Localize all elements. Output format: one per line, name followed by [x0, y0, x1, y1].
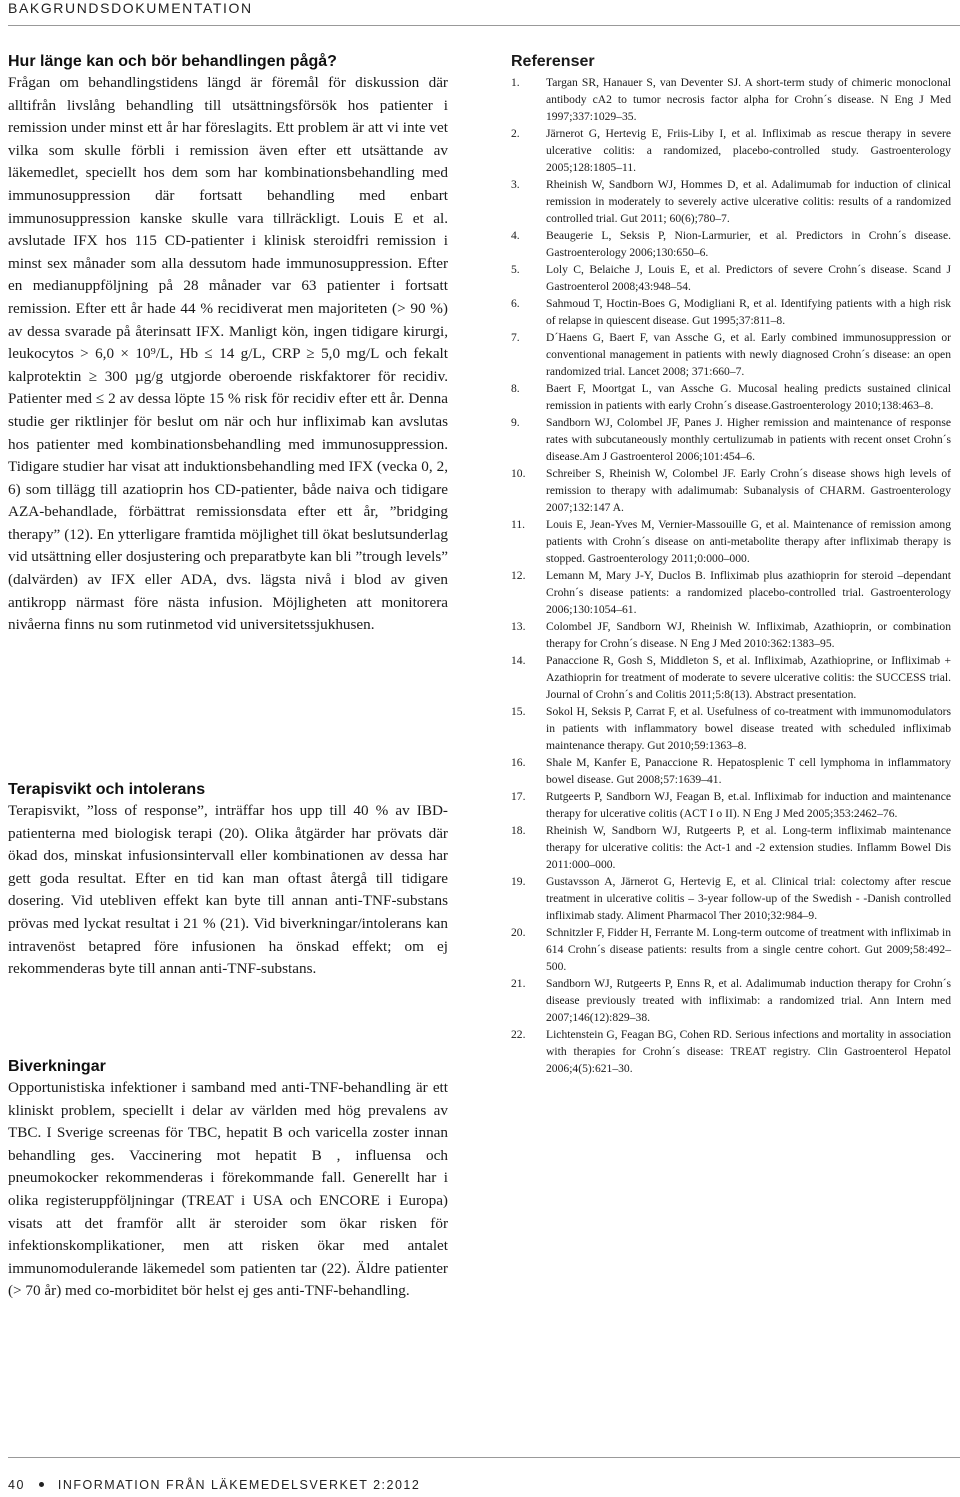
- reference-text: Rutgeerts P, Sandborn WJ, Feagan B, et.al. Infliximab for induction and maintenance therapy for ulcerative colitis (ACT I o II). N Eng J Med 2005;353:2462–76.: [546, 790, 951, 820]
- reference-number: 22.: [511, 1028, 526, 1041]
- reference-item: [511, 652, 951, 703]
- section-body-therapy-failure: Terapisvikt, ”loss of response”, inträffar hos upp till 40 % av IBD-patienterna med biologisk terapi (20). Olika åtgärder har prövats där ökad dos, minskat infusionsintervall eller kombinationen av dessa har gett goda resultat. Efter en tid kan man oftast återgå till tidigare dosering. Vid utebliven effekt kan byte till annan anti-TNF-substans prövas med lyckat resultat i 21 % (21). Vid biverkningar/intolerans kan intravenöst betapred före infusionen ha önskad effekt; om ej rekommenderas byte till annan anti-TNF-substans.: [8, 802, 448, 978]
- reference-item: [511, 295, 951, 329]
- reference-number: 4.: [511, 229, 520, 242]
- reference-text: Loly C, Belaiche J, Louis E, et al. Predictors of severe Crohn´s disease. Scand J Gastroenterol 2008;43:948–54.: [546, 263, 951, 293]
- reference-text: Targan SR, Hanauer S, van Deventer SJ. A short-term study of chimeric monoclonal antibody cA2 to tumor necrosis factor alpha for Crohn´s disease. N Eng J Med 1997;337:1029–35.: [546, 76, 951, 123]
- reference-text: Sandborn WJ, Colombel JF, Panes J. Higher remission and maintenance of response rates with subcutaneously monthly certulizumab in patients with recent onset Crohn´s disease.Am J Gastroenterol 2006;101:454–6.: [546, 416, 951, 463]
- reference-text: Rheinish W, Sandborn WJ, Hommes D, et al. Adalimumab for induction of clinical remission in moderately to severely active ulcerative colitis: results of a randomized controlled trial. Gut 2011; 60(6);780–7.: [546, 178, 951, 225]
- reference-item: [511, 261, 951, 295]
- reference-text: Panaccione R, Gosh S, Middleton S, et al. Infliximab, Azathioprine, or Infliximab + Azathioprin for treatment of moderate to severe ulcerative colitis: the SUCCESS trial. Journal of Crohn´s and Colitis 2011;5:8(13). Abstract presentation.: [546, 654, 951, 701]
- reference-item: [511, 414, 951, 465]
- reference-item: [511, 822, 951, 873]
- reference-number: 19.: [511, 875, 526, 888]
- references-list: [511, 74, 951, 1077]
- reference-number: 18.: [511, 824, 526, 837]
- reference-number: 11.: [511, 518, 526, 531]
- reference-number: 12.: [511, 569, 526, 582]
- reference-number: 16.: [511, 756, 526, 769]
- reference-text: Rheinish W, Sandborn WJ, Rutgeerts P, et al. Long-term infliximab maintenance therapy for ulcerative colitis: the Act-1 and -2 extension studies. Inflamm Bowel Dis 2011:000–000.: [546, 824, 951, 871]
- reference-item: [511, 227, 951, 261]
- publication-name: INFORMATION FRÅN LÄKEMEDELSVERKET 2:2012: [57, 1478, 421, 1492]
- section-header: BAKGRUNDSDOKUMENTATION: [8, 0, 253, 16]
- reference-text: Schnitzler F, Fidder H, Ferrante M. Long-term outcome of treatment with infliximab in 614 Crohn´s disease patients: results from a single centre cohort. Gut 2009;58:492–500.: [546, 926, 951, 973]
- reference-text: Beaugerie L, Seksis P, Nion-Larmurier, et al. Predictors in Crohn´s disease. Gastroenterology 2006;130:650–6.: [546, 229, 951, 259]
- reference-number: 1.: [511, 76, 520, 89]
- reference-text: D´Haens G, Baert F, van Assche G, et al. Early combined immunosuppression or conventional management in patients with newly diagnosed Crohn´s disease: an open randomized trial. Lancet 2008; 371:660–7.: [546, 331, 951, 378]
- reference-text: Sandborn WJ, Rutgeerts P, Enns R, et al. Adalimumab induction therapy for Crohn´s disease previously treated with infliximab: a randomized trial. Ann Intern med 2007;146(12):829–38.: [546, 977, 951, 1024]
- reference-number: 5.: [511, 263, 520, 276]
- section-body-side-effects: Opportunistiska infektioner i samband med anti-TNF-behandling är ett kliniskt problem, speciellt i delar av världen med hög prevalens av TBC. I Sverige screenas för TBC, hepatit B och varicella zoster innan behandling ges. Vaccinering mot hepatit B , influensa och pneumokocker rekommenderas i förekommande fall. Generellt har i olika registeruppföljningar (TREAT i USA och ENCORE i Europa) visats att det framför allt är steroider som ökar risken för infektionskomplikationer, men att risken ökar med antalet immunomodulerande läkemedel som patienten tar (22). Äldre patienter (> 70 år) med co-morbiditet bör helst ej ges anti-TNF-behandling.: [8, 1079, 448, 1300]
- left-column: [8, 52, 448, 637]
- page-footer: [8, 1478, 420, 1492]
- references-column: [511, 52, 951, 1077]
- reference-number: 8.: [511, 382, 520, 395]
- reference-text: Järnerot G, Hertevig E, Friis-Liby I, et al. Infliximab as rescue therapy in severe ulcerative colitis: a randomized, placebo-controlled study. Gastroenterology 2005;128:1805–11.: [546, 127, 951, 174]
- section-title-duration: Hur länge kan och bör behandlingen pågå?: [8, 53, 337, 70]
- reference-item: [511, 754, 951, 788]
- reference-text: Louis E, Jean-Yves M, Vernier-Massouille G, et al. Maintenance of remission among patients with Crohn´s disease on anti-metabolite therapy after infliximab therapy is stopped. Gastroenterology 2011;0:000–000.: [546, 518, 951, 565]
- reference-number: 21.: [511, 977, 526, 990]
- section-body-duration: Frågan om behandlingstidens längd är föremål för diskussion där alltifrån livslång behandling till utsättningsförsök hos patienter i remission under minst ett år har föreslagits. Ett problem är att vi inte vet vilka som skulle förbli i remission även efter ett utsättande av läkemedlet, speciellt hos dem som har kombinationsbehandling med immunosuppression där fortsatt behandling med enbart immunosuppression kanske skulle vara tillräckligt. Louis E et al. avslutade IFX hos 115 CD-patienter i klinisk steroidfri remission i minst sex månader som alla dessutom hade immunosuppression. Efter en medianuppföljning på 28 månader var 63 patienter i fortsatt remission. Efter ett år hade 44 % recidiverat men majoriteten (> 90 %) av dessa svarade på återinsatt IFX. Manligt kön, ingen tidigare kirurgi, leukocytos > 6,0 × 10⁹/L, Hb ≤ 14 g/L, CRP ≥ 5,0 mg/L och fekalt kalprotektin ≥ 300 µg/g utgjorde oberoende riskfaktorer för recidiv. Patienter med ≤ 2 av dessa löpte 15 % risk för recidiv efter ett år. Denna studie ger riktlinjer för beslut om när och hur infliximab kan avslutas hos patienter med kombinationsbehandling med immunosuppression. Tidigare studier har visat att induktionsbehandling med IFX (vecka 0, 2, 6) som tillägg till azatioprin hos CD-patienter, både naiva och tidigare AZA-behandlade, förbättrat remissionsdata efter ett år, ”bridging therapy” (12). En ytterligare framtida möjlighet till ökat beslutsunderlag vid utsättning eller dosjustering och preparatbyte kan bli ”trough levels” (dalvärden) av IFX eller ADA, dvs. lägsta nivå i blod av given antikropp närmast före nästa infusion. Möjligheten att monitorera nivåerna finns nu som rutinmetod vid universitetssjukhusen.: [8, 74, 448, 634]
- reference-number: 13.: [511, 620, 526, 633]
- bullet-icon: [39, 1482, 44, 1487]
- references-title: Referenser: [511, 53, 595, 70]
- reference-text: Sokol H, Seksis P, Carrat F, et al. Usefulness of co-treatment with immunomodulators in patients with inflammatory bowel disease treated with scheduled infliximab maintenance therapy. Gut 2010;59:1363–8.: [546, 705, 951, 752]
- reference-text: Lichtenstein G, Feagan BG, Cohen RD. Serious infections and mortality in association with therapies for Crohn´s disease: TREAT registry. Clin Gastroenterol Hepatol 2006;4(5):621–30.: [546, 1028, 951, 1075]
- section-title-side-effects: Biverkningar: [8, 1058, 106, 1075]
- reference-text: Baert F, Moortgat L, van Assche G. Mucosal healing predicts sustained clinical remission in patients with early Crohn´s disease.Gastroenterology 2010;138:463–8.: [546, 382, 951, 412]
- reference-item: [511, 618, 951, 652]
- reference-item: [511, 567, 951, 618]
- reference-item: [511, 380, 951, 414]
- reference-number: 2.: [511, 127, 520, 140]
- reference-number: 9.: [511, 416, 520, 429]
- reference-text: Schreiber S, Rheinish W, Colombel JF. Early Crohn´s disease shows high levels of remission to therapy with adalimumab: Subanalysis of CHARM. Gastroenterology 2007;132:147 A.: [546, 467, 951, 514]
- reference-number: 14.: [511, 654, 526, 667]
- section-side-effects: [8, 1057, 448, 1303]
- reference-item: [511, 873, 951, 924]
- page-number: 40: [8, 1478, 25, 1492]
- reference-number: 7.: [511, 331, 520, 344]
- section-therapy-failure: [8, 780, 448, 981]
- footer-divider: [8, 1457, 960, 1458]
- reference-item: [511, 176, 951, 227]
- reference-item: [511, 975, 951, 1026]
- reference-text: Shale M, Kanfer E, Panaccione R. Hepatosplenic T cell lymphoma in inflammatory bowel disease. Gut 2008;57:1639–41.: [546, 756, 951, 786]
- reference-number: 10.: [511, 467, 526, 480]
- reference-text: Sahmoud T, Hoctin-Boes G, Modigliani R, et al. Identifying patients with a high risk of relapse in quiescent disease. Gut 1995;37:811–8.: [546, 297, 951, 327]
- section-title-therapy-failure: Terapisvikt och intolerans: [8, 781, 206, 798]
- header-divider: [8, 25, 960, 26]
- reference-item: [511, 329, 951, 380]
- reference-number: 17.: [511, 790, 526, 803]
- reference-number: 15.: [511, 705, 526, 718]
- reference-item: [511, 465, 951, 516]
- reference-number: 3.: [511, 178, 520, 191]
- reference-item: [511, 924, 951, 975]
- reference-number: 20.: [511, 926, 526, 939]
- reference-item: [511, 125, 951, 176]
- reference-item: [511, 703, 951, 754]
- reference-text: Colombel JF, Sandborn WJ, Rheinish W. Infliximab, Azathioprin, or combination therapy for Crohn´s disease. N Eng J Med 2010:362:1383–95.: [546, 620, 951, 650]
- reference-text: Gustavsson A, Järnerot G, Hertevig E, et al. Clinical trial: colectomy after rescue treatment in ulcerative colitis – 3-year follow-up of the Swedish - -Danish controlled infliximab stady. Aliment Pharmacol Ther 2010;32:984–9.: [546, 875, 951, 922]
- reference-item: [511, 74, 951, 125]
- reference-item: [511, 788, 951, 822]
- reference-item: [511, 1026, 951, 1077]
- reference-text: Lemann M, Mary J-Y, Duclos B. Infliximab plus azathioprin for steroid –dependant Crohn´s disease patients: a randomized placebo-controlled trial. Gastroenterology 2006;130:1054–61.: [546, 569, 951, 616]
- reference-item: [511, 516, 951, 567]
- reference-number: 6.: [511, 297, 520, 310]
